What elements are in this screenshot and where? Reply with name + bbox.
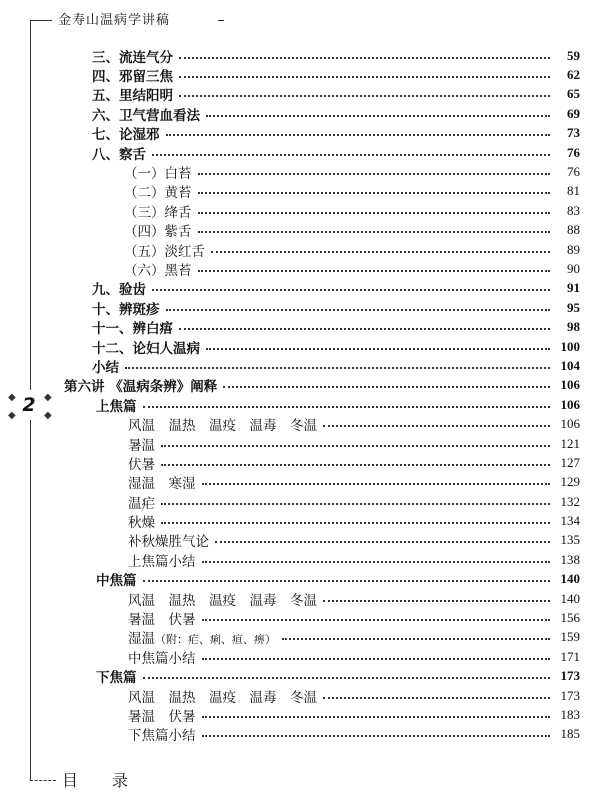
toc-entry-page: 100 bbox=[560, 338, 580, 354]
toc-entry bbox=[0, 473, 580, 492]
toc-entry-title-text: 湿温 寒湿 bbox=[128, 476, 196, 493]
toc-entry-title-text: 暑温 伏暑 bbox=[128, 612, 196, 629]
toc-entry-title-text: 三、流连气分 bbox=[92, 49, 173, 66]
dot-leader bbox=[202, 716, 551, 718]
dot-leader bbox=[323, 600, 550, 602]
toc-entry bbox=[0, 162, 580, 181]
dot-leader bbox=[202, 561, 551, 563]
toc-entry bbox=[0, 337, 580, 356]
toc-entry-title bbox=[92, 123, 166, 143]
toc-entry bbox=[0, 531, 580, 550]
table-of-contents bbox=[0, 46, 600, 744]
toc-entry-title-text: （二）黄苔 bbox=[124, 185, 192, 202]
toc-entry-page: 140 bbox=[560, 590, 580, 606]
toc-entry-title bbox=[128, 472, 202, 492]
toc-entry-title-text: 八、察舌 bbox=[92, 146, 146, 163]
toc-entry-title bbox=[92, 46, 179, 66]
toc-entry-title bbox=[128, 511, 161, 531]
toc-entry-page: 171 bbox=[560, 648, 580, 664]
dot-leader bbox=[161, 445, 550, 447]
toc-entry-page: 91 bbox=[567, 280, 580, 296]
toc-entry-title-text: 第六讲 《温病条辨》阐释 bbox=[64, 379, 218, 396]
toc-entry-title bbox=[92, 317, 179, 337]
ornament-icon: ◆ bbox=[44, 410, 52, 421]
toc-entry-title bbox=[128, 686, 323, 706]
toc-entry-page: 135 bbox=[560, 532, 580, 548]
toc-entry-page: 183 bbox=[560, 706, 580, 722]
dot-leader bbox=[179, 95, 550, 97]
toc-entry-page: 159 bbox=[560, 629, 580, 645]
toc-entry bbox=[0, 434, 580, 453]
dot-leader bbox=[143, 580, 551, 582]
toc-entry bbox=[0, 608, 580, 627]
toc-entry-title-text: 风温 温热 温疫 温毒 冬温 bbox=[128, 689, 317, 706]
toc-entry-note: （附：疟、痢、疸、痹） bbox=[155, 633, 276, 647]
toc-entry-title bbox=[128, 530, 215, 550]
toc-entry-page: 88 bbox=[567, 222, 580, 238]
toc-entry bbox=[0, 104, 580, 123]
toc-entry-page: 76 bbox=[567, 164, 580, 180]
toc-entry-page: 90 bbox=[567, 260, 580, 276]
toc-entry-title-text: （五）淡红舌 bbox=[124, 243, 205, 260]
toc-entry bbox=[0, 201, 580, 220]
toc-entry-title-text: 秋燥 bbox=[128, 515, 155, 532]
header-rule-end bbox=[218, 20, 224, 21]
dot-leader bbox=[323, 425, 550, 427]
toc-entry bbox=[0, 570, 580, 589]
toc-entry-title bbox=[128, 453, 161, 473]
toc-entry-title bbox=[128, 627, 282, 647]
toc-entry-title-text: （四）紫舌 bbox=[124, 224, 192, 241]
toc-entry-title bbox=[96, 666, 143, 686]
toc-entry bbox=[0, 647, 580, 666]
ornament-icon: ◆ bbox=[8, 410, 16, 421]
toc-entry-title bbox=[128, 492, 161, 512]
toc-entry-title-text: 九、验齿 bbox=[92, 282, 146, 299]
ornament-icon: ◆ bbox=[8, 392, 16, 403]
toc-entry bbox=[0, 725, 580, 744]
dot-leader bbox=[223, 386, 550, 388]
toc-entry-page: 106 bbox=[560, 416, 580, 432]
toc-entry-page: 69 bbox=[567, 105, 580, 121]
toc-entry bbox=[0, 511, 580, 530]
toc-entry-title bbox=[92, 143, 152, 163]
toc-entry-page: 65 bbox=[567, 86, 580, 102]
dot-leader bbox=[152, 154, 550, 156]
toc-entry-page: 138 bbox=[560, 551, 580, 567]
toc-entry-page: 156 bbox=[560, 610, 580, 626]
toc-entry-page: 129 bbox=[560, 474, 580, 490]
dot-leader bbox=[161, 522, 550, 524]
toc-entry bbox=[0, 298, 580, 317]
toc-entry-title-text: （一）白苔 bbox=[124, 166, 192, 183]
toc-entry-page: 81 bbox=[567, 183, 580, 199]
toc-entry bbox=[0, 628, 580, 647]
toc-entry-title-text: 十二、论妇人温病 bbox=[92, 340, 200, 357]
toc-entry-title bbox=[92, 298, 166, 318]
toc-entry-title-text: 风温 温热 温疫 温毒 冬温 bbox=[128, 592, 317, 609]
toc-entry-title bbox=[124, 259, 198, 279]
ornament-icon: ◆ bbox=[44, 392, 52, 403]
dot-leader bbox=[202, 735, 551, 737]
section-label: 目录 bbox=[62, 771, 163, 790]
toc-entry-title bbox=[124, 201, 198, 221]
toc-entry bbox=[0, 705, 580, 724]
toc-entry bbox=[0, 240, 580, 259]
toc-entry-title-text: 风温 温热 温疫 温毒 冬温 bbox=[128, 418, 317, 435]
toc-entry-title-text: 中焦篇小结 bbox=[128, 650, 196, 667]
toc-entry-page: 121 bbox=[560, 435, 580, 451]
toc-entry-title-text: （六）黑苔 bbox=[124, 263, 192, 279]
dot-leader bbox=[166, 134, 551, 136]
toc-entry-page: 62 bbox=[567, 67, 580, 83]
dot-leader bbox=[166, 309, 551, 311]
toc-entry-title bbox=[128, 608, 202, 628]
toc-entry bbox=[0, 356, 580, 375]
toc-entry bbox=[0, 143, 580, 162]
toc-entry-title-text: 小结 bbox=[92, 359, 119, 376]
toc-entry-page: 173 bbox=[560, 687, 580, 703]
toc-entry-title-text: 十一、辨白痦 bbox=[92, 321, 173, 338]
dot-leader bbox=[143, 677, 551, 679]
toc-entry-title bbox=[64, 375, 223, 395]
toc-entry-title bbox=[128, 550, 202, 570]
dot-leader bbox=[198, 231, 551, 233]
header-rule bbox=[30, 20, 52, 21]
toc-entry bbox=[0, 667, 580, 686]
toc-entry-title bbox=[128, 589, 323, 609]
dot-leader bbox=[161, 464, 550, 466]
dot-leader bbox=[179, 57, 550, 59]
toc-entry bbox=[0, 182, 580, 201]
toc-entry-page: 134 bbox=[560, 513, 580, 529]
footer-rule bbox=[30, 780, 56, 781]
toc-entry-title-text: 湿温 bbox=[128, 631, 155, 648]
page-number: 2 bbox=[22, 394, 36, 416]
dot-leader bbox=[202, 658, 551, 660]
toc-entry-title bbox=[92, 104, 206, 124]
toc-entry-page: 140 bbox=[560, 571, 580, 587]
toc-entry bbox=[0, 414, 580, 433]
toc-entry-title-text: 暑温 bbox=[128, 437, 155, 454]
toc-entry-title bbox=[128, 724, 202, 744]
toc-entry-page: 185 bbox=[560, 726, 580, 742]
toc-entry-title-text: 上焦篇小结 bbox=[128, 553, 196, 570]
toc-entry-title-text: 中焦篇 bbox=[96, 573, 137, 590]
toc-entry-title-text: 暑温 伏暑 bbox=[128, 708, 196, 725]
toc-entry-title-text: 温疟 bbox=[128, 495, 155, 512]
toc-entry-page: 106 bbox=[560, 396, 580, 412]
toc-entry-title bbox=[96, 569, 143, 589]
dot-leader bbox=[143, 406, 551, 408]
toc-entry-title-text: 下焦篇 bbox=[96, 670, 137, 687]
dot-leader bbox=[198, 270, 551, 272]
toc-entry-title bbox=[128, 705, 202, 725]
toc-entry bbox=[0, 279, 580, 298]
toc-entry bbox=[0, 221, 580, 240]
toc-entry-page: 173 bbox=[560, 668, 580, 684]
running-header bbox=[0, 0, 600, 40]
toc-entry-title bbox=[124, 240, 211, 260]
toc-entry-title-text: 下焦篇小结 bbox=[128, 728, 196, 745]
toc-entry-title bbox=[128, 414, 323, 434]
dot-leader bbox=[198, 212, 551, 214]
toc-entry-title-text: 五、里结阳明 bbox=[92, 88, 173, 105]
dot-leader bbox=[206, 115, 550, 117]
toc-entry-title bbox=[124, 162, 198, 182]
dot-leader bbox=[211, 251, 550, 253]
toc-entry-page: 104 bbox=[560, 357, 580, 373]
toc-entry-page: 106 bbox=[560, 377, 580, 393]
dot-leader bbox=[198, 173, 551, 175]
toc-entry-title-text: 补秋燥胜气论 bbox=[128, 534, 209, 551]
dot-leader bbox=[206, 348, 550, 350]
toc-entry bbox=[0, 124, 580, 143]
toc-entry-title bbox=[92, 65, 179, 85]
toc-entry bbox=[0, 492, 580, 511]
dot-leader bbox=[202, 483, 551, 485]
toc-entry-title-text: 七、论湿邪 bbox=[92, 127, 160, 144]
toc-entry-title bbox=[92, 337, 206, 357]
toc-entry-title-text: 上焦篇 bbox=[96, 398, 137, 415]
dot-leader bbox=[161, 503, 550, 505]
toc-entry-page: 73 bbox=[567, 125, 580, 141]
toc-entry bbox=[0, 376, 580, 395]
dot-leader bbox=[215, 541, 550, 543]
toc-entry-page: 98 bbox=[567, 319, 580, 335]
toc-entry-title bbox=[92, 278, 152, 298]
dot-leader bbox=[202, 619, 551, 621]
toc-entry-page: 95 bbox=[567, 299, 580, 315]
toc-entry-title-text: 伏暑 bbox=[128, 456, 155, 473]
toc-entry-page: 83 bbox=[567, 202, 580, 218]
dot-leader bbox=[323, 697, 550, 699]
toc-entry bbox=[0, 65, 580, 84]
toc-entry-title-text: 十、辨斑疹 bbox=[92, 301, 160, 318]
dot-leader bbox=[198, 192, 551, 194]
dot-leader bbox=[179, 76, 550, 78]
toc-entry-title-text: 六、卫气营血看法 bbox=[92, 107, 200, 124]
toc-entry-title bbox=[124, 181, 198, 201]
toc-entry bbox=[0, 453, 580, 472]
toc-entry-title-text: （三）绛舌 bbox=[124, 204, 192, 221]
toc-entry-page: 127 bbox=[560, 454, 580, 470]
dot-leader bbox=[125, 367, 550, 369]
toc-entry-page: 132 bbox=[560, 493, 580, 509]
toc-entry-page: 76 bbox=[567, 144, 580, 160]
dot-leader bbox=[152, 289, 550, 291]
dot-leader bbox=[282, 638, 550, 640]
toc-entry-page: 59 bbox=[567, 47, 580, 63]
toc-entry bbox=[0, 85, 580, 104]
toc-entry-title bbox=[92, 84, 179, 104]
toc-entry-title-text: 四、邪留三焦 bbox=[92, 69, 173, 86]
toc-entry bbox=[0, 550, 580, 569]
dot-leader bbox=[179, 328, 550, 330]
toc-entry-title bbox=[124, 220, 198, 240]
toc-entry bbox=[0, 395, 580, 414]
toc-entry bbox=[0, 317, 580, 336]
toc-entry-title bbox=[128, 647, 202, 667]
toc-entry bbox=[0, 259, 580, 278]
toc-entry bbox=[0, 686, 580, 705]
toc-entry-page: 89 bbox=[567, 241, 580, 257]
toc-entry bbox=[0, 589, 580, 608]
toc-entry bbox=[0, 46, 580, 65]
toc-entry-title bbox=[128, 434, 161, 454]
toc-entry-title bbox=[92, 356, 125, 376]
toc-entry-title bbox=[96, 395, 143, 415]
book-title: 金寿山温病学讲稿 bbox=[58, 13, 171, 28]
